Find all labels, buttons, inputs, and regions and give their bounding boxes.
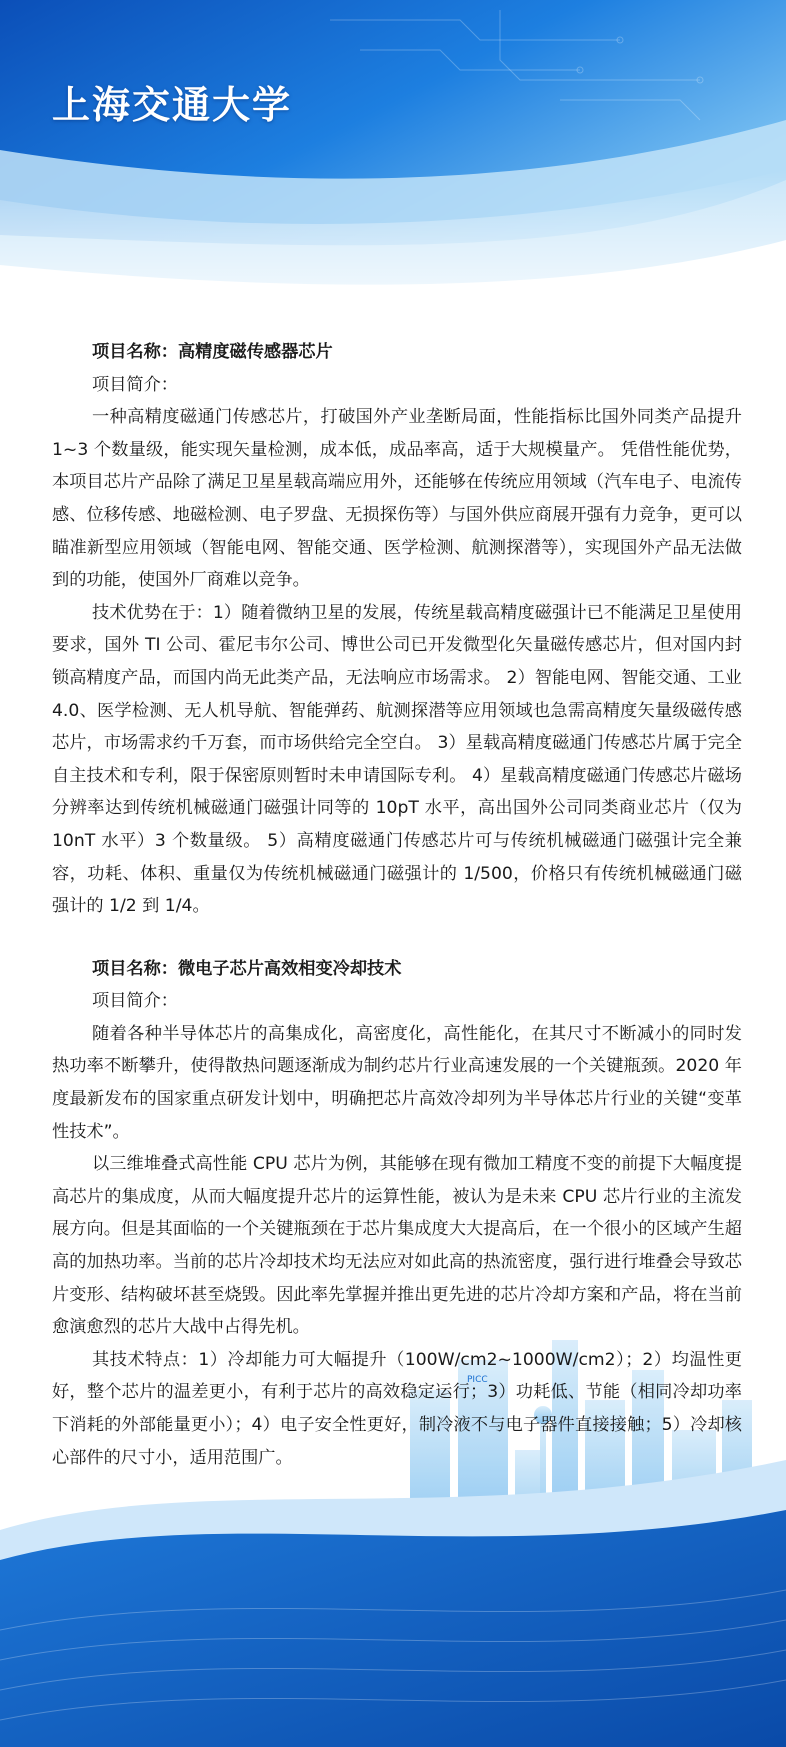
content xyxy=(52,336,742,1474)
paragraph: 其技术特点：1）冷却能力可大幅提升（100W/cm2~1000W/cm2）；2）均温性更好，整个芯片的温差更小，有利于芯片的高效稳定运行；3）功耗低、节能（相同冷却功率下消耗的外部能量更小）；4）电子安全性更好，制冷液不与电子器件直接接触；5）冷却核心部件的尺寸小，适用范围广。 xyxy=(52,1349,742,1468)
intro-label: 项目简介： xyxy=(92,374,178,395)
spacer xyxy=(52,923,742,953)
project-name: 项目名称：微电子芯片高效相变冷却技术 xyxy=(92,958,402,979)
project-name: 项目名称：高精度磁传感器芯片 xyxy=(92,342,333,362)
paragraph: 一种高精度磁通门传感芯片，打破国外产业垄断局面，性能指标比国外同类产品提升 1~3 个数量级，能实现矢量检测，成本低，成品率高，适于大规模量产。 凭借性能优势，本项目芯片产品除了满足卫星星载高端应用外，还能够在传统应用领域（汽车电子、电流传感、位移传感、地磁检测、电子罗盘、无损探伤等）与国外供应商展开强有力竞争，更可以瞄准新型应用领域（智能电网、智能交通、医学检测、航测探潜等），实现国外产品无法做到的功能，使国外厂商难以竞争。 xyxy=(52,407,742,591)
paragraph: 随着各种半导体芯片的高集成化，高密度化，高性能化，在其尺寸不断减小的同时发热功率不断攀升，使得散热问题逐渐成为制约芯片行业高速发展的一个关键瓶颈。2020 年度最新发布的国家重点研发计划中，明确把芯片高效冷却列为半导体芯片行业的关键“变革性技术”。 xyxy=(52,1023,742,1142)
building-sign: PICC xyxy=(467,1375,488,1385)
paragraph: 以三维堆叠式高性能 CPU 芯片为例，其能够在现有微加工精度不变的前提下大幅度提高芯片的集成度，从而大幅度提升芯片的运算性能，被认为是未来 CPU 芯片行业的主流发展方向。但是其面临的一个关键瓶颈在于芯片集成度大大提高后，在一个很小的区域产生超高的加热功率。当前的芯片冷却技术均无法应对如此高的热流密度，强行进行堆叠会导致芯片变形、结构破坏甚至烧毁。因此率先掌握并推出更先进的芯片冷却方案和产品，将在当前愈演愈烈的芯片大战中占得先机。 xyxy=(52,1154,742,1338)
paragraph: 技术优势在于：1）随着微纳卫星的发展，传统星载高精度磁强计已不能满足卫星使用要求，国外 TI 公司、霍尼韦尔公司、博世公司已开发微型化矢量磁传感芯片，但对国内封锁高精度产品，而国内尚无此类产品，无法响应市场需求。 2）智能电网、智能交通、工业 4.0、医学检测、无人机导航、智能弹药、航测探潜等应用领域也急需高精度矢量级磁传感芯片，市场需求约千万套，而市场供给完全空白。 3）星载高精度磁通门传感芯片属于完全自主技术和专利，限于保密原则暂时未申请国际专利。 4）星载高精度磁通门传感芯片磁场分辨率达到传统机械磁通门磁强计同等的 10pT 水平，高出国外公司同类商业芯片（仅为 10nT 水平）3 个数量级。 5）高精度磁通门传感芯片可与传统机械磁通门磁强计完全兼容，功耗、体积、重量仅为传统机械磁通门磁强计的 1/500，价格只有传统机械磁通门磁强计的 1/2 到 1/4。 xyxy=(52,602,742,917)
header-background xyxy=(0,0,786,340)
university-title: 上海交通大学 xyxy=(52,83,293,127)
intro-label: 项目简介： xyxy=(92,991,178,1012)
